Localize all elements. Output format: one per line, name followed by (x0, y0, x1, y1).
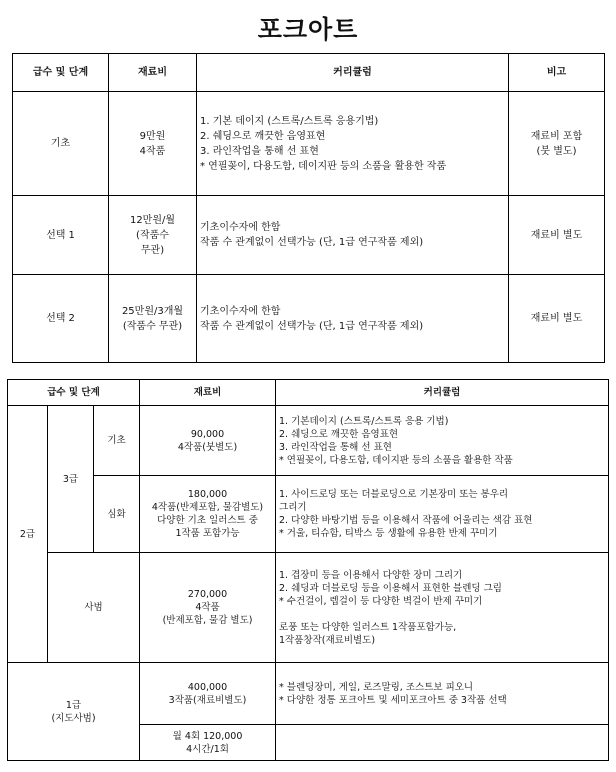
fee-line: 다양한 기초 일러스트 중 (157, 515, 258, 526)
curriculum-line: 작품 수 관계없이 선택가능 (단, 1급 연구작품 제외) (200, 237, 424, 248)
row-level: 기초 (13, 92, 109, 196)
fee-table-basic (12, 53, 605, 363)
grade-2-label: 2급 (8, 406, 48, 663)
curriculum-line: 3. 라인작업을 통해 선 표현 (200, 145, 319, 157)
fee-line: 400,000 (187, 681, 228, 693)
curriculum-line: * 다양한 정통 포크아트 및 세미포크아트 중 3작품 선택 (279, 694, 507, 706)
curriculum-line: 1작품창작(재료비별도) (279, 634, 376, 646)
curriculum-line (279, 608, 605, 621)
row-fee (140, 406, 276, 476)
header-level: 급수 및 단계 (13, 54, 109, 92)
curriculum-line: 기초이수자에 한함 (200, 222, 281, 233)
fee-line: 12만원/월 (129, 214, 176, 226)
row-curriculum (276, 663, 609, 725)
table-row (13, 275, 605, 363)
row-note: 재료비 별도 (509, 196, 605, 275)
curriculum-line: * 연필꽂이, 다용도함, 데이지판 등의 소품을 활용한 작품 (200, 160, 447, 172)
curriculum-line: 작품 수 관계없이 선택가능 (단, 1급 연구작품 제외) (200, 320, 424, 332)
row-fee (140, 476, 276, 553)
table-header-row (8, 380, 609, 406)
curriculum-line: 그리기 (279, 502, 307, 513)
note-line: (붓 별도) (536, 145, 577, 157)
curriculum-line: 2. 쉐딩으로 깨끗한 음영표현 (279, 428, 399, 440)
curriculum-line: 1. 기본 데이지 (스트록/스트록 응용기법) (200, 115, 379, 127)
table-row (13, 92, 605, 196)
fee-line: 월 4회 120,000 (172, 730, 243, 742)
empty-cell (276, 725, 609, 761)
table-row (8, 553, 609, 663)
grade-3-label: 3급 (48, 406, 94, 553)
grade-1-label (8, 663, 140, 761)
row-fee (140, 663, 276, 725)
fee-line: (작품수 무관) (122, 320, 183, 332)
header-fee: 재료비 (140, 380, 276, 406)
stage-basic-label: 기초 (94, 406, 140, 476)
curriculum-line: 3. 라인작업을 통해 선 표현 (279, 441, 392, 453)
fee-line: 4시간/1회 (186, 743, 229, 755)
curriculum-line: * 거울, 티슈함, 티박스 등 생활에 유용한 반제 꾸미기 (279, 528, 498, 539)
curriculum-line: * 수건걸이, 렙걸이 등 다양한 벽걸이 반제 꾸미기 (279, 595, 483, 607)
row-fee (109, 92, 197, 196)
table-row (13, 196, 605, 275)
fee-line: 4작품(반제포함, 물감별도) (151, 502, 264, 513)
fee-line: 270,000 (187, 589, 228, 600)
fee-line: (반제포함, 물감 별도) (162, 615, 253, 626)
row-level: 선택 2 (13, 275, 109, 363)
fee-line: 무관) (140, 244, 165, 256)
curriculum-line: 1. 겹장미 등을 이용해서 다양한 장미 그리기 (279, 569, 463, 581)
grade-1-line: 1급 (65, 699, 82, 711)
fee-line: 9만원 (139, 130, 166, 142)
header-curriculum: 커리큘럼 (276, 380, 609, 406)
row-fee (140, 553, 276, 663)
fee-line: 4작품(붓별도) (177, 441, 238, 453)
page-title: 포크아트 (257, 15, 359, 44)
fee-line: 3작품(재료비별도) (168, 694, 247, 706)
fee-line: 4작품 (139, 145, 166, 157)
row-note: 재료비 별도 (509, 275, 605, 363)
row-note (509, 92, 605, 196)
curriculum-line: 로풍 또는 다양한 일러스트 1작품포함가능, (279, 621, 457, 633)
row-level: 선택 1 (13, 196, 109, 275)
fee-line: 1작품 포함가능 (175, 528, 240, 539)
row-fee-monthly (140, 725, 276, 761)
header-level: 급수 및 단계 (8, 380, 140, 406)
fee-line: 180,000 (187, 489, 228, 500)
row-curriculum (197, 196, 509, 275)
fee-line: 4작품 (195, 602, 220, 613)
grade-1-line: (지도사범) (51, 712, 96, 724)
row-fee (109, 196, 197, 275)
curriculum-line: * 연필꽂이, 다용도함, 데이지판 등의 소품을 활용한 작품 (279, 454, 513, 466)
row-fee (109, 275, 197, 363)
stage-advanced-label: 심화 (94, 476, 140, 553)
curriculum-line: 기초이수자에 한함 (200, 305, 281, 317)
stage-instructor-label: 사범 (48, 553, 140, 663)
fee-line: 90,000 (190, 428, 225, 440)
row-curriculum (197, 92, 509, 196)
table-row (8, 406, 609, 476)
row-curriculum (276, 406, 609, 476)
fee-line: 25만원/3개월 (121, 305, 184, 317)
row-curriculum (276, 476, 609, 553)
table-row (8, 663, 609, 725)
header-note: 비고 (509, 54, 605, 92)
table-row (8, 476, 609, 553)
curriculum-line: 2. 쉐딩으로 깨끗한 음영표현 (200, 130, 326, 142)
header-curriculum: 커리큘럼 (197, 54, 509, 92)
header-fee: 재료비 (109, 54, 197, 92)
curriculum-line: 1. 기본데이지 (스트록/스트록 응용 기법) (279, 415, 449, 427)
curriculum-line: * 블렌딩장미, 게일, 로즈말링, 조스트보 피오니 (279, 681, 474, 693)
row-curriculum (276, 553, 609, 663)
fee-line: (작품수 (136, 229, 169, 241)
curriculum-line: 1. 사이드로딩 또는 더블로딩으로 기본장미 또는 봉우리 (279, 489, 509, 500)
table-header-row (13, 54, 605, 92)
note-line: 재료비 포함 (530, 130, 583, 142)
curriculum-line: 2. 쉐딩과 더블로딩 등을 이용해서 표현한 블렌딩 그림 (279, 582, 502, 594)
row-curriculum (197, 275, 509, 363)
curriculum-line: 2. 다양한 바탕기법 등을 이용해서 작품에 어울리는 색감 표현 (279, 515, 533, 526)
fee-table-grades (7, 379, 609, 761)
